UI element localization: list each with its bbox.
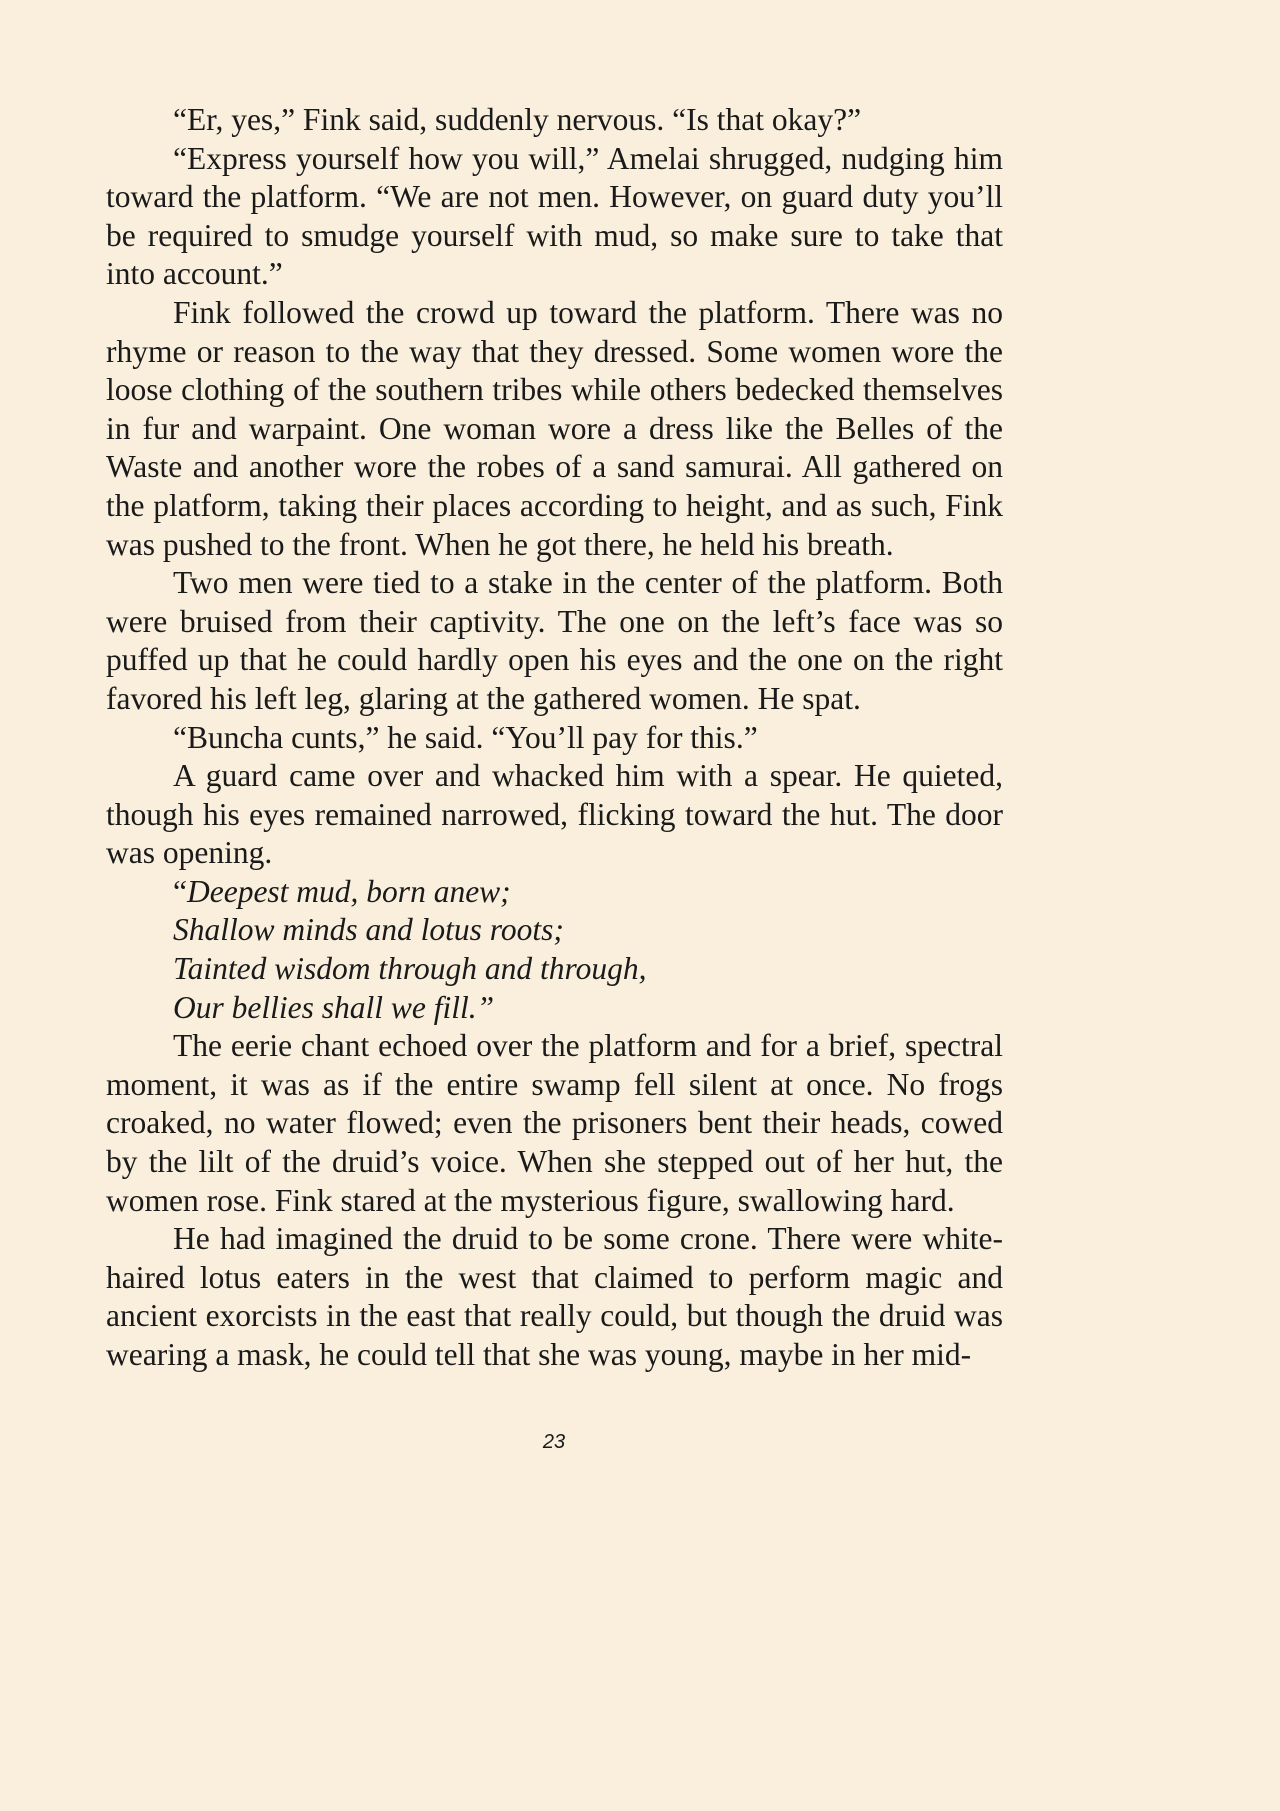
verse-line xyxy=(106,989,1003,1028)
body-text xyxy=(106,101,1003,1375)
paragraph: Fink followed the crowd up toward the platform. There was no rhyme or reason to the way that they dressed. Some women wore the loose clothing of the southern tribes while others bedecked themselves in fur and warpaint. One woman wore a dress like the Belles of the Waste and another wore the robes of a sand samurai. All gathered on the platform, taking their places according to height, and as such, Fink was pushed to the front. When he got there, he held his breath. xyxy=(106,294,1003,562)
verse-line xyxy=(106,911,1003,950)
verse-line xyxy=(106,873,1003,912)
paragraph: “Er, yes,” Fink said, suddenly nervous. “Is that okay?” xyxy=(173,102,862,137)
verse-line-text: Deepest mud, born anew; xyxy=(186,873,511,909)
chant-verse xyxy=(106,873,1003,1027)
page-number: 23 xyxy=(542,1431,566,1453)
verse-line-text: Our bellies shall we fill.” xyxy=(173,989,495,1025)
paragraph: Two men were tied to a stake in the center of the platform. Both were bruised from their captivity. The one on the left’s face was so puffed up that he could hardly open his eyes and the one on the right favored his left leg, glaring at the gathered women. He spat. xyxy=(106,565,1003,716)
paragraph: “Express yourself how you will,” Amelai shrugged, nudging him toward the platform. “We are not men. However, on guard duty you’ll be required to smudge yourself with mud, so make sure to take that into account.” xyxy=(106,140,1003,292)
paragraph: “Buncha cunts,” he said. “You’ll pay for this.” xyxy=(173,719,758,755)
verse-line xyxy=(106,950,1003,989)
paragraph: A guard came over and whacked him with a spear. He quieted, though his eyes remained narrowed, flicking toward the hut. The door was opening. xyxy=(106,758,1003,871)
verse-open-quote: “ xyxy=(173,873,187,909)
paragraph: The eerie chant echoed over the platform and for a brief, spectral moment, it was as if the entire swamp fell silent at once. No frogs croaked, no water flowed; even the prisoners bent their heads, cowed by the lilt of the druid’s voice. When she stepped out of her hut, the women rose. Fink stared at the mysterious figure, swallowing hard. xyxy=(106,1028,1003,1218)
paragraph: He had imagined the druid to be some crone. There were white-haired lotus eaters in the west that claimed to perform magic and ancient exorcists in the east that really could, but though the druid was wearing a mask, he could tell that she was young, maybe in her mid- xyxy=(106,1221,1003,1372)
verse-line-text: Tainted wisdom through and through, xyxy=(173,951,647,987)
verse-line-text: Shallow minds and lotus roots; xyxy=(173,912,564,948)
